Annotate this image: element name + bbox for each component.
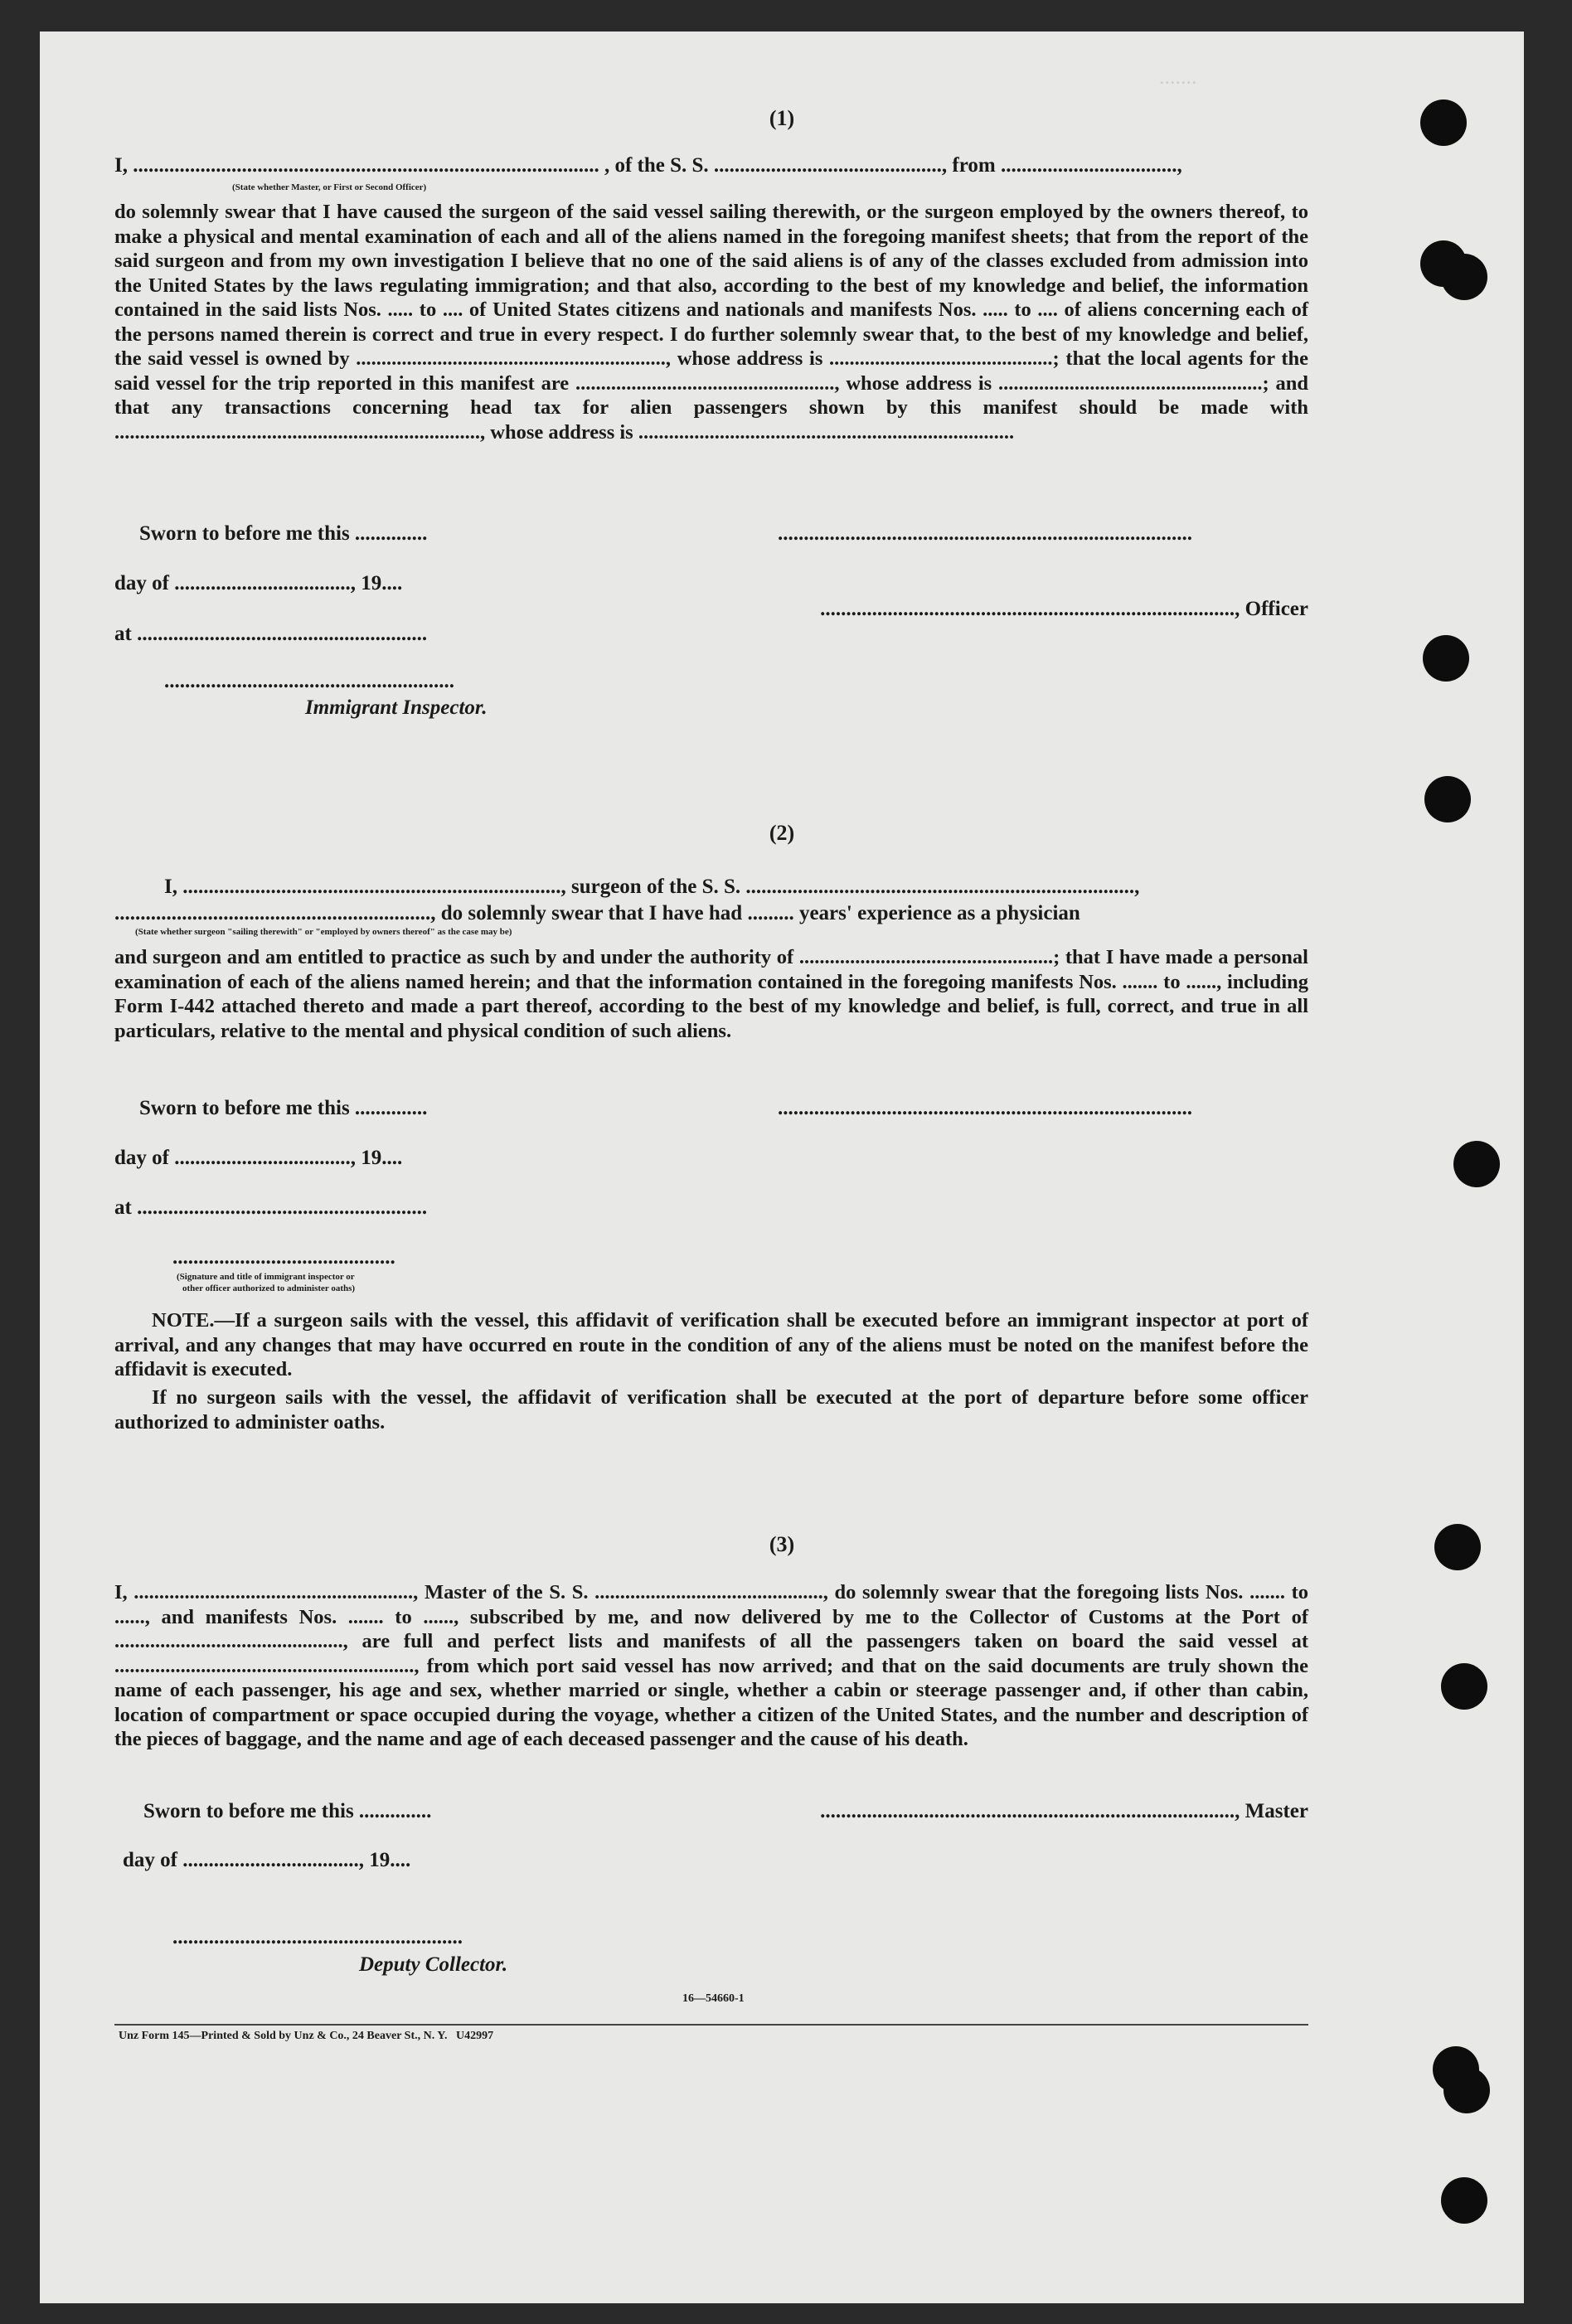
section-2-number: (2) [769,821,795,845]
section-2-note-1: NOTE.—If a surgeon sails with the vessel, this affidavit of verification shall be executed before an immigrant inspector at port of arrival, and any changes that may have occurred en route in the condition of any of the aliens must be noted on the manifest before the affidavit is executed. [114,1309,1308,1380]
punch-hole [1420,99,1467,146]
section-3-signature-label: Deputy Collector. [359,1953,508,1976]
section-1-day: day of .................................., 19.... [114,572,403,594]
punch-hole [1423,635,1469,682]
section-1-paragraph: do solemnly swear that I have caused the surgeon of the said vessel sailing therewith, or the surgeon employed by the owners thereof, to make a physical and mental examination of each and all of the aliens named in the foregoing manifest sheets; that from the report of the said surgeon and from my own investigation I believe that no one of the said aliens is of any of the classes excluded from admission into the United States by the laws regulating immigration; and that also, according to the best of my knowledge and belief, the information contained in the said lists Nos. ..... to .... of United States citizens and nationals and manifests Nos. ..... to .... of aliens concerning each of the persons named therein is correct and true in every respect. I do further solemnly swear that, to the best of my knowledge and belief, the said vessel is owned by ............................................................., whose address is ............................................; that the local agents for the said vessel for the trip reported in this manifest are ..................................................., whose address is ....................................................; and that any transactions concerning head tax for alien passengers shown by this manifest should be made with ........................................................................, whose address is .......................................................................... [114,201,1308,444]
section-3-master-line: ................................................................................, Master [820,1800,1308,1822]
punch-hole [1424,776,1471,822]
section-1-header-note: (State whether Master, or First or Second Officer) [232,182,427,192]
punch-hole [1441,1663,1487,1710]
section-2-at: at ........................................................ [114,1196,428,1219]
section-2-paragraph: and surgeon and am entitled to practice as such by and under the authority of ..................................................; that I have made a personal examination of each of the aliens named herein; and that the information contained in the foregoing manifests Nos. ....... to ......, including Form I-442 attached thereto and made a part thereof, according to the best of my knowledge and belief, is full, correct, and true in all particulars, relative to the mental and physical condition of such aliens. [114,946,1308,1042]
section-2-sworn: Sworn to before me this .............. [139,1097,428,1119]
punch-hole [1441,2177,1487,2224]
section-2-note-2: If no surgeon sails with the vessel, the affidavit of verification shall be executed at the port of departure before some officer authorized to administer oaths. [114,1386,1308,1434]
section-2-line-2: ............................................................., do solemnly swear that I have had ......... years' experience as a physician [114,902,1080,924]
section-1-officer-line-2: ................................................................................, Officer [820,598,1308,620]
section-2-surgeon-line: ................................................................................ [778,1097,1192,1119]
form-number: 16—54660-1 [682,1992,745,2005]
section-1-header-line: I, .......................................................................................... , of the S. S. ............................................, from .................................., [114,154,1182,177]
section-1-officer-line-1: ................................................................................ [778,522,1192,545]
section-2-signature-note-2: other officer authorized to administer oaths) [182,1283,356,1293]
section-2-day: day of .................................., 19.... [114,1147,403,1169]
section-2-signature-dots: ........................................... [172,1246,395,1269]
section-3-sworn: Sworn to before me this .............. [143,1800,432,1822]
section-3-day: day of .................................., 19.... [123,1849,411,1871]
footer-rule [114,2024,1308,2026]
section-2-header-line: I, ........................................................................., surgeon of the S. S. ..........................................................................., [164,876,1140,898]
section-3-number: (3) [769,1532,795,1556]
section-3-signature-dots: ........................................................ [172,1926,463,1948]
section-2-signature-note-1: (Signature and title of immigrant inspector or [177,1272,355,1282]
manifest-page [40,32,1524,2303]
punch-hole [1434,1524,1481,1570]
section-3-paragraph: I, ......................................................., Master of the S. S. ............................................., do solemnly swear that the foregoing lists Nos. ....... to ......, and manifests Nos. ....... to ......, subscribed by me, and now delivered by me to the Collector of Customs at the Port of ............................................., are full and perfect lists and manifests of all the passengers taken on board the said vessel at ..........................................................., from which port said vessel has now arrived; and that on the said documents are truly shown the name of each passenger, his age and sex, whether married or single, whether a cabin or steerage passenger and, if other than cabin, location of compartment or space occupied during the voyage, whether a citizen of the United States, and the number and description of the pieces of baggage, and the name and age of each deceased passenger and the cause of his death. [114,1581,1308,1750]
punch-hole [1443,2067,1490,2113]
section-1-at: at ........................................................ [114,623,428,645]
section-1-sworn: Sworn to before me this .............. [139,522,428,545]
punch-hole [1441,254,1487,300]
bleed-through-text: ....... [1159,65,1197,89]
section-1-signature-dots: ........................................................ [164,670,454,692]
section-2-line-2-note: (State whether surgeon "sailing therewith" or "employed by owners thereof" as the case may be) [135,927,512,937]
section-1-number: (1) [769,106,795,130]
footer-imprint: Unz Form 145—Printed & Sold by Unz & Co., 24 Beaver St., N. Y. U42997 [119,2030,494,2042]
section-1-signature-label: Immigrant Inspector. [305,696,488,719]
punch-hole [1453,1141,1500,1187]
